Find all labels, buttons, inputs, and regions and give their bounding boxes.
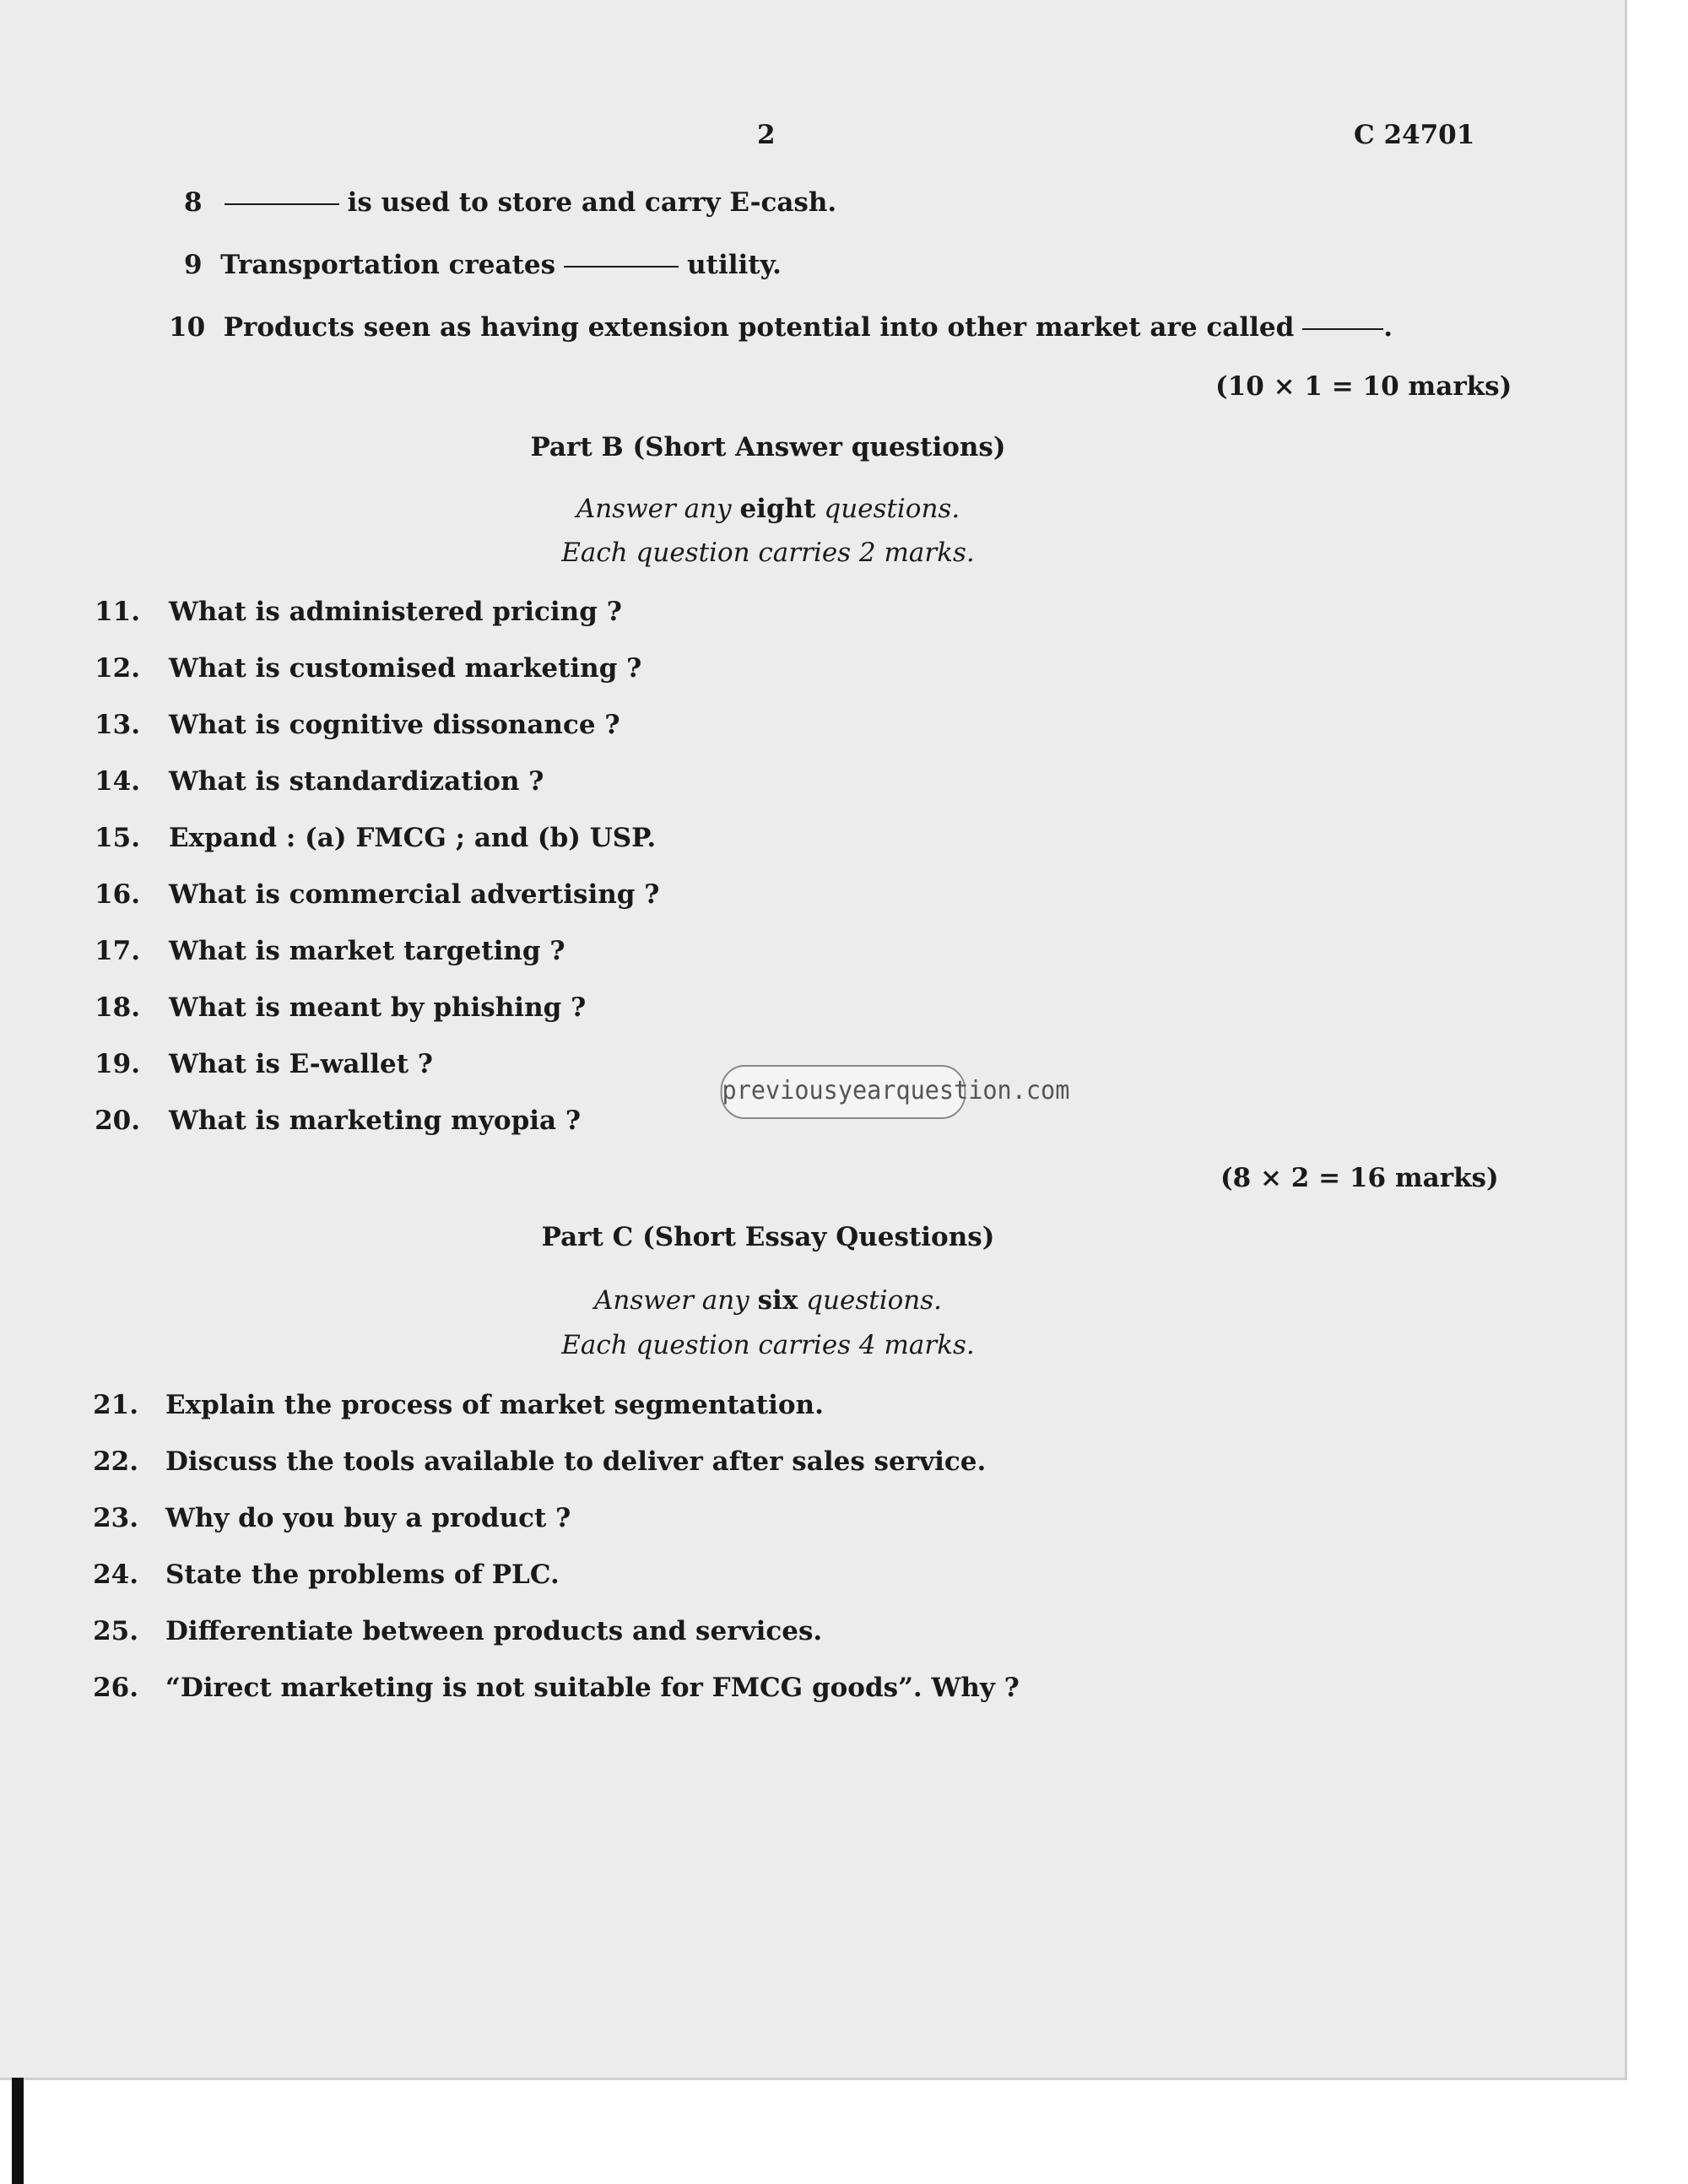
watermark-badge: previousyearquestion.com bbox=[721, 1065, 966, 1119]
fill-blank bbox=[564, 266, 679, 268]
part-a-marks: (10 × 1 = 10 marks) bbox=[1215, 371, 1512, 402]
part-c-title: Part C (Short Essay Questions) bbox=[541, 1222, 995, 1252]
paper-code: C 24701 bbox=[1354, 120, 1475, 150]
question-8: 8 is used to store and carry E-cash. bbox=[184, 187, 837, 218]
question-10: 10 Products seen as having extension potential into other market are called . bbox=[169, 312, 1393, 343]
scan-edge-mark bbox=[12, 2078, 24, 2184]
part-c-instruction-marks: Each question carries 4 marks. bbox=[561, 1330, 975, 1360]
fill-blank bbox=[225, 203, 339, 205]
part-b-title: Part B (Short Answer questions) bbox=[530, 432, 1006, 462]
part-c-instruction: Answer any six questions. bbox=[593, 1285, 943, 1316]
fill-blank bbox=[1302, 328, 1383, 330]
part-b-instruction-marks: Each question carries 2 marks. bbox=[561, 538, 975, 568]
part-b-marks: (8 × 2 = 16 marks) bbox=[1220, 1163, 1499, 1193]
page-number: 2 bbox=[757, 120, 776, 150]
question-9: 9 Transportation creates utility. bbox=[184, 250, 782, 280]
exam-page: 2 C 24701 8 is used to store and carry E-cash. 9 Transportation creates utility. 10 Products seen as having extension potential into other market are called . (10 × 1 = 10 marks) Part B (Short Answer questions) Answer any eight questions. Each question carries 2 marks. 11. What is administered pricing ? 12. What is customised marketing ? 13. What is cognitive dissonance ? 14. What is standardization ? 15. Expand : (a) FMCG ; and (b) USP. 16. What is commercial advertising ? 17. What is market targeting ? 18. What is meant by phishing ? 19. What is E-wallet ? 20. What is marketing myopia ? previousyearquestion.com (8 × 2 = 16 marks) Part C (Short Essay Questions) Answer any six questions. Each question carries 4 marks. 21. Explain the process of market segmentation. 22. Discuss the tools available to deliver after sales service. 23. Why do you buy a product ? 24. State the problems of PLC. 25. Differentiate between products and services. 26. “Direct marketing is not suitable for FMCG goods”. Why ? bbox=[0, 0, 1627, 2080]
part-b-instruction: Answer any eight questions. bbox=[576, 494, 960, 524]
